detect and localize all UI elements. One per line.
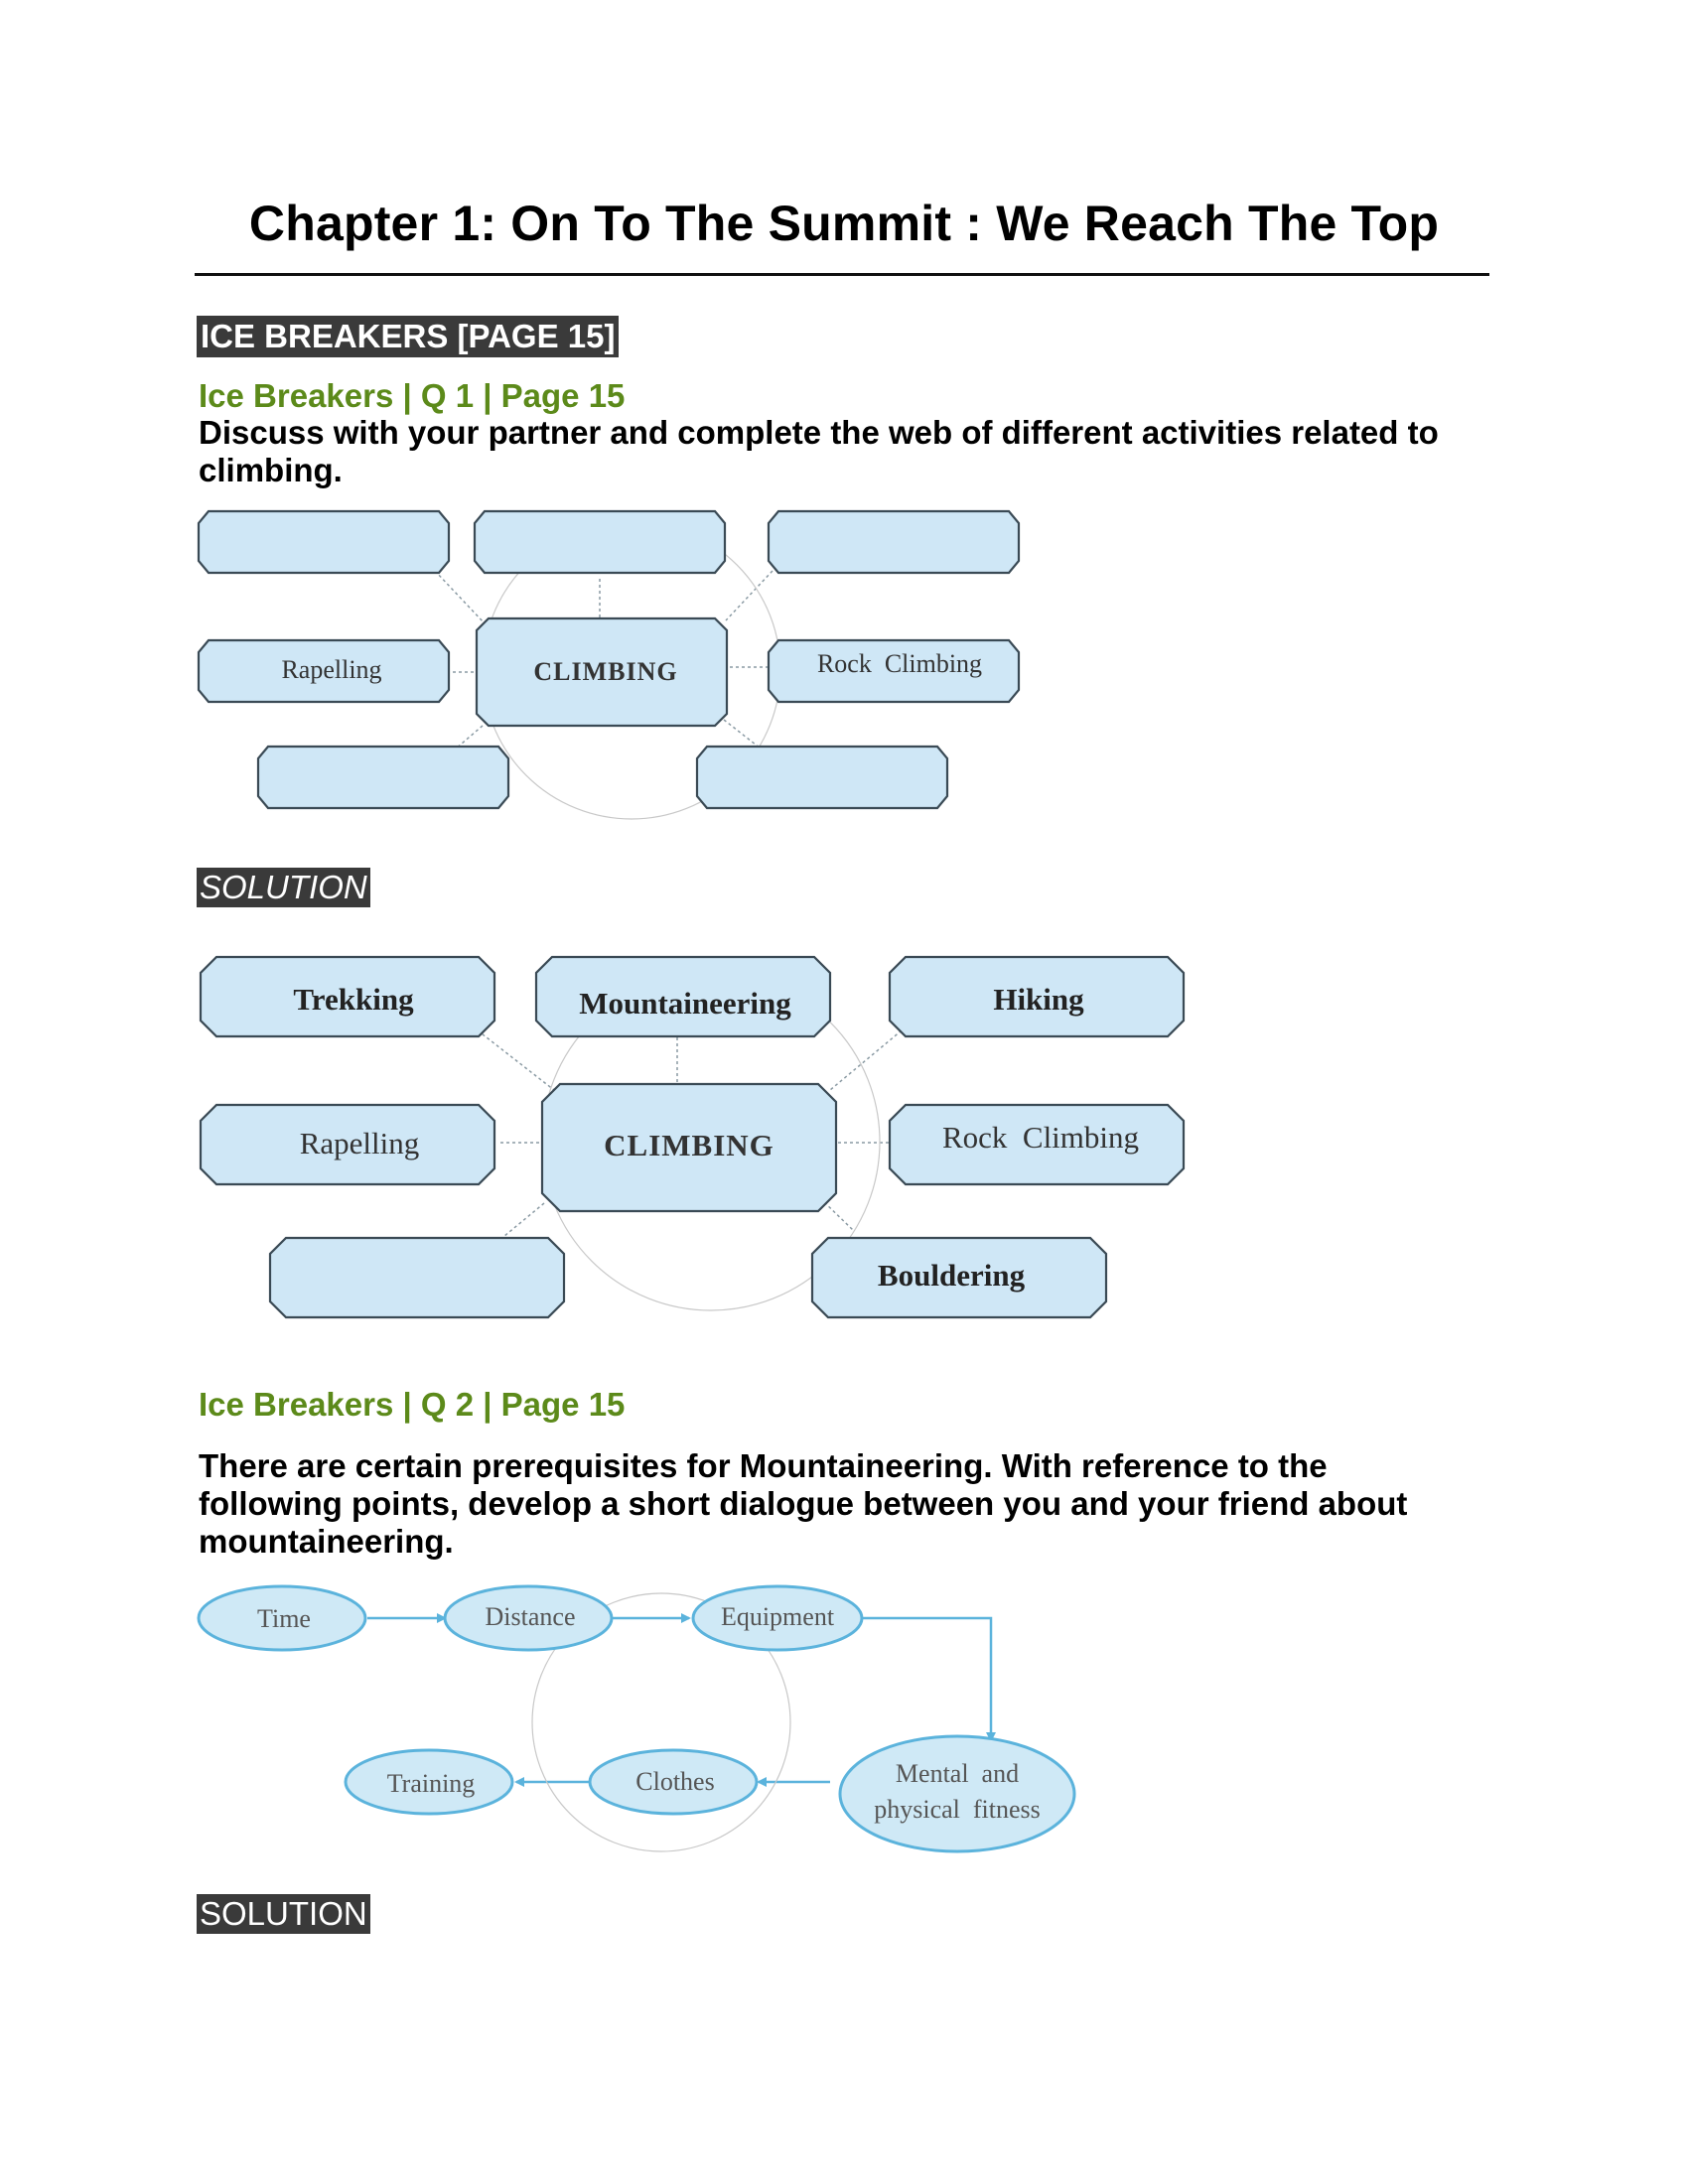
solution-label-hiking: Hiking — [993, 982, 1084, 1017]
web-box-bottom-right — [697, 747, 947, 808]
solution-label-mountaineering: Mountaineering — [579, 986, 791, 1021]
web-box-top-right — [769, 511, 1019, 573]
solution-label-rapelling: Rapelling — [299, 1126, 420, 1160]
chapter-title: Chapter 1: On To The Summit : We Reach The Top — [248, 196, 1440, 251]
section-badge: ICE BREAKERS [PAGE 15] — [197, 316, 619, 357]
web-label-rapelling: Rapelling — [281, 655, 382, 684]
title-divider — [195, 273, 1489, 276]
solution-label-bouldering: Bouldering — [877, 1258, 1026, 1293]
q2-prerequisites-flow — [195, 1583, 1088, 1871]
q1-text: Discuss with your partner and complete the web of different activities related to climbing. — [199, 414, 1439, 488]
solution-label: SOLUTION — [197, 868, 370, 907]
solution-label-trekking: Trekking — [293, 982, 414, 1017]
flow-label-distance: Distance — [485, 1602, 576, 1631]
web-box-top-left — [199, 511, 449, 573]
solution-label-climbing: CLIMBING — [604, 1128, 774, 1162]
flow-label-fitness-line2: physical fitness — [874, 1795, 1041, 1824]
q1-solution-web — [195, 943, 1207, 1330]
flow-label-fitness-line1: Mental and — [895, 1759, 1020, 1788]
flow-node-fitness — [840, 1736, 1074, 1851]
q1-climbing-web — [195, 501, 1049, 829]
q2-text: There are certain prerequisites for Mountaineering. With reference to the following points, develop a short dialogue between you and your friend about mountaineering. — [199, 1447, 1408, 1560]
solution-box-bottom-left — [270, 1238, 564, 1317]
flow-label-training: Training — [386, 1769, 476, 1798]
q1-heading: Ice Breakers | Q 1 | Page 15 — [199, 377, 626, 414]
web-label-rock-climbing: Rock Climbing — [816, 649, 983, 678]
q2-heading: Ice Breakers | Q 2 | Page 15 — [199, 1386, 626, 1423]
flow-label-time: Time — [257, 1604, 311, 1633]
solution-label-rock-climbing: Rock Climbing — [941, 1120, 1140, 1155]
web-box-bottom-left — [258, 747, 508, 808]
solution-label-2: SOLUTION — [197, 1894, 370, 1934]
web-box-top-middle — [475, 511, 725, 573]
flow-label-clothes: Clothes — [635, 1767, 715, 1796]
web-label-climbing: CLIMBING — [533, 657, 678, 686]
flow-label-equipment: Equipment — [720, 1602, 835, 1631]
